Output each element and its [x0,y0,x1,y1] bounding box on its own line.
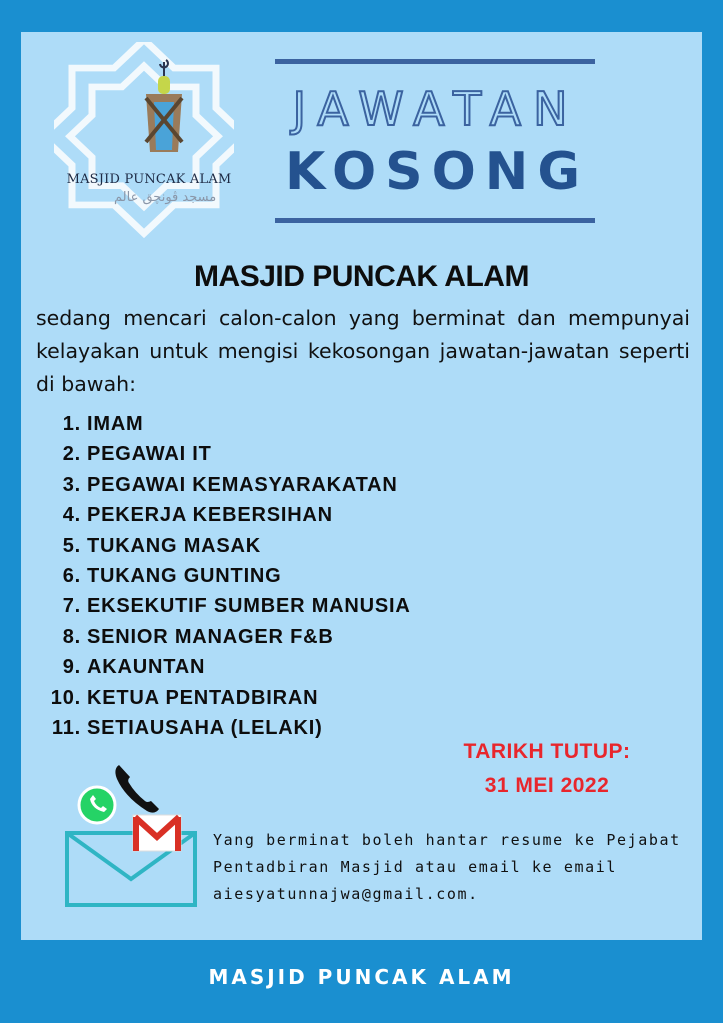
mosque-logo [54,42,234,242]
deadline-block [417,735,677,803]
list-item: 10. KETUA PENTADBIRAN [50,686,319,709]
deadline-date: 31 MEI 2022 [484,774,610,797]
phone-icon [115,765,159,813]
list-item: 9. AKAUNTAN [62,656,206,679]
list-item: 11. SETIAUSAHA (LELAKI) [51,716,323,739]
title-bottom-rule [275,218,595,223]
list-item: 7. EKSEKUTIF SUMBER MANUSIA [62,595,411,618]
logo-arabic-name: مسجد ڤونچق عالم [114,190,217,205]
title-top-rule [275,59,595,64]
list-item: 4. PEKERJA KEBERSIHAN [62,504,333,527]
logo-name: MASJID PUNCAK ALAM [66,172,232,187]
whatsapp-icon [79,787,115,823]
contact-icons [61,757,221,917]
poster-panel [21,32,702,940]
logo-star-pattern [54,42,234,242]
footer-organization: MASJID PUNCAK ALAM [208,965,515,989]
title-jawatan: JAWATAN [292,82,580,136]
intro-paragraph: sedang mencari calon-calon yang berminat dan mempunyai kelayakan untuk mengisi kekosongan jawatan-jawatan seperti di bawah: [36,306,690,396]
organization-heading: MASJID PUNCAK ALAM [194,260,529,293]
contact-text: Yang berminat boleh hantar resume ke Pejabat Pentadbiran Masjid atau email ke email aiesyatunnajwa@gmail.com. [213,831,681,903]
list-item: 2. PEGAWAI IT [62,443,212,466]
gmail-icon [133,815,181,851]
list-item: 8. SENIOR MANAGER F&B [62,625,334,648]
list-item: 1. IMAM [62,413,144,435]
title-kosong: KOSONG [284,142,590,202]
list-item: 3. PEGAWAI KEMASYARAKATAN [62,473,398,496]
job-list [41,413,411,747]
list-item: 6. TUKANG GUNTING [62,564,282,587]
deadline-label: TARIKH TUTUP: [463,740,631,763]
list-item: 5. TUKANG MASAK [62,534,262,557]
